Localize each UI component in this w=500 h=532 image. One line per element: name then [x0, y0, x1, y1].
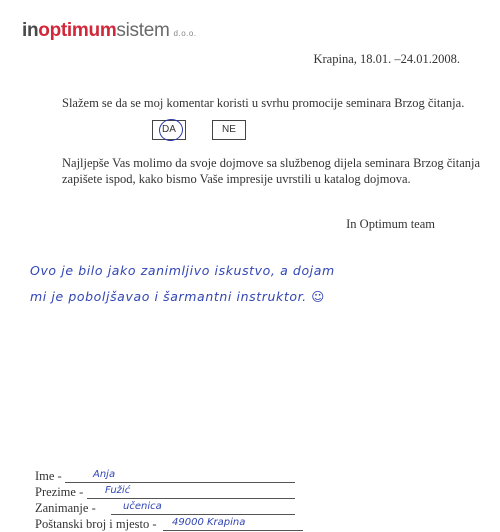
logo-optimum: optimum — [38, 20, 117, 41]
field-ime[interactable] — [35, 468, 157, 484]
handwritten-line-2: mi je poboljšavao i šarmantni instruktor. ☺ — [30, 289, 325, 304]
field-zanimanje-label: Zanimanje - — [35, 501, 96, 515]
logo-sistem: sistem — [116, 20, 170, 41]
field-zanimanje-value: učenica — [123, 501, 162, 512]
field-postanski-broj-value: 49000 Krapina — [172, 517, 246, 528]
field-prezime[interactable] — [35, 484, 157, 500]
company-logo — [22, 20, 197, 42]
field-zanimanje[interactable] — [35, 500, 162, 516]
checkbox-da-label: DA — [162, 124, 176, 135]
field-ime-label: Ime - — [35, 469, 62, 483]
team-signature: In Optimum team — [346, 217, 435, 231]
handwritten-line-1: Ovo je bilo jako zanimljivo iskustvo, a dojam — [30, 263, 335, 278]
checkbox-ne-label: NE — [222, 124, 236, 135]
logo-suffix: d.o.o. — [173, 29, 197, 38]
consent-statement: Slažem se da se moj komentar koristi u svrhu promocije seminara Brzog čitanja. — [62, 96, 465, 110]
checkbox-ne[interactable] — [212, 120, 246, 140]
handwritten-comment — [30, 258, 470, 310]
field-prezime-value: Fužić — [105, 485, 131, 496]
field-postanski-broj-label: Poštanski broj i mjesto - — [35, 517, 157, 531]
date-line: Krapina, 18.01. –24.01.2008. — [313, 52, 460, 66]
request-paragraph: Najljepše Vas molimo da svoje dojmove sa službenog dijela seminara Brzog čitanja zapišete ispod, kako bismo Vaše impresije uvrstili u katalog dojmova. — [62, 156, 481, 186]
field-ime-value: Anja — [93, 469, 116, 480]
personal-info-form — [35, 468, 246, 532]
field-prezime-label: Prezime - — [35, 485, 84, 499]
logo-in: in — [22, 20, 39, 41]
